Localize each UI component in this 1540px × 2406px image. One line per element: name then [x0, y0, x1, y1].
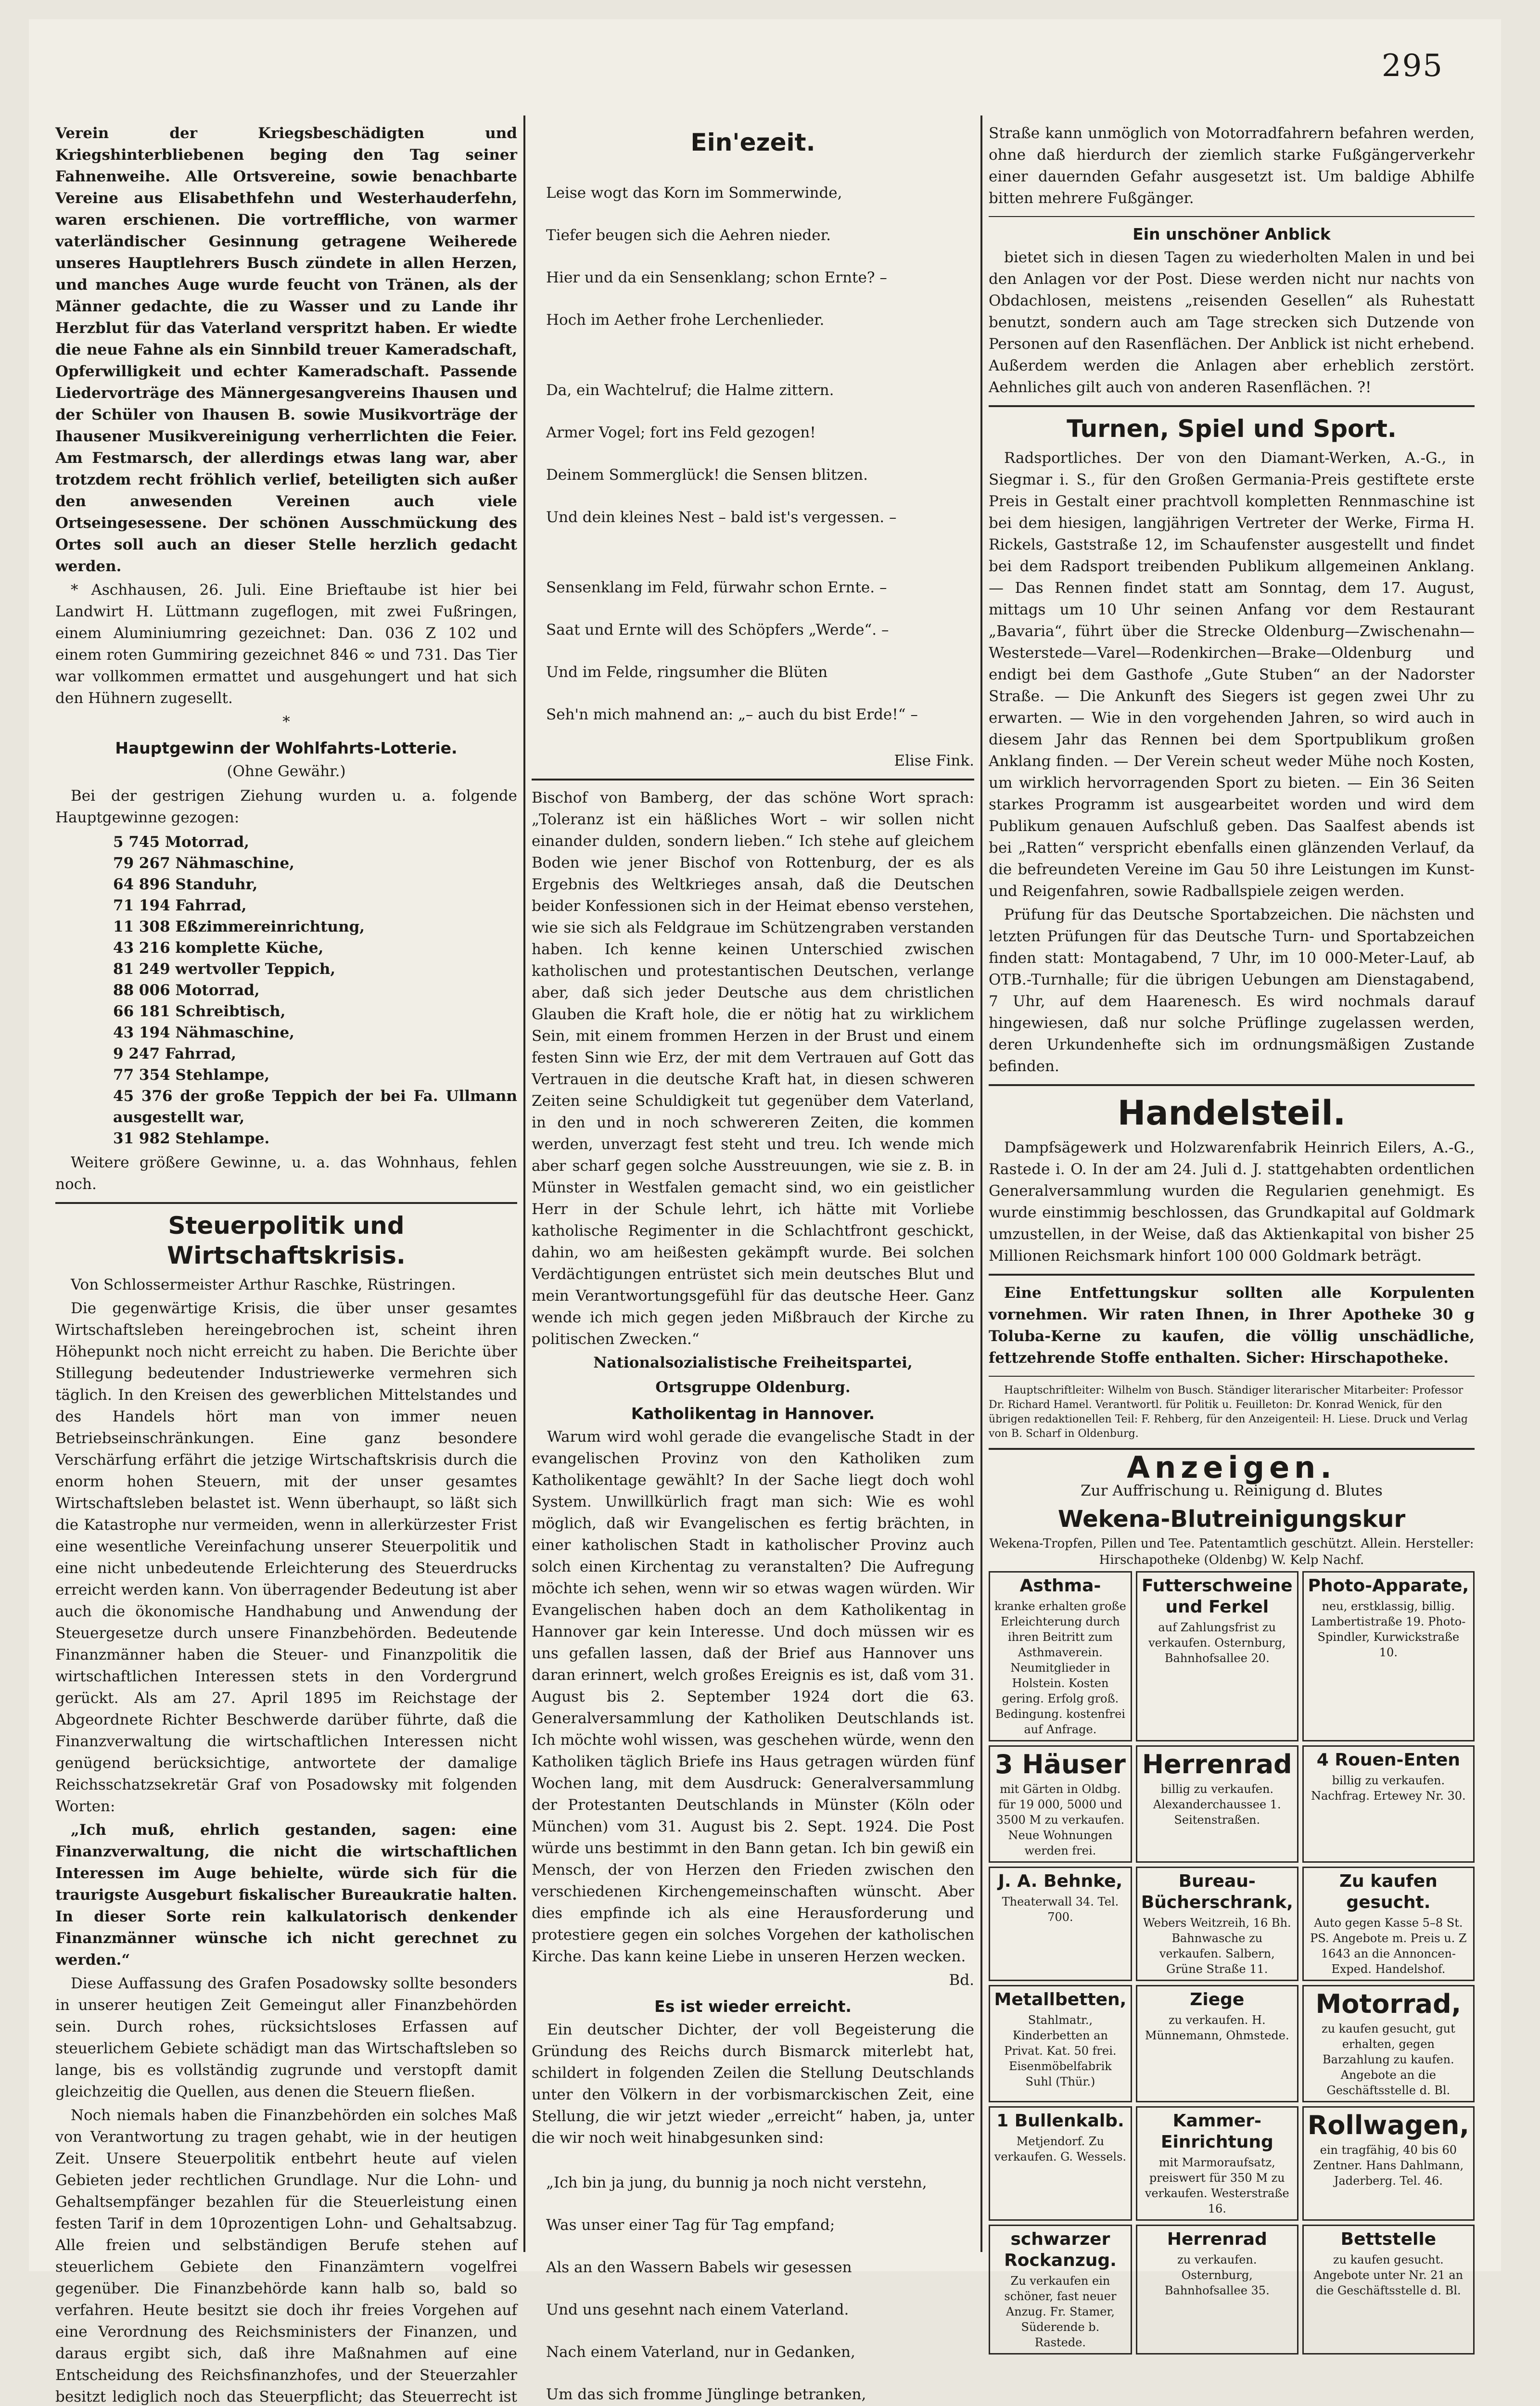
imprint: Hauptschriftleiter: Wilhelm von Busch. Ständiger literarischer Mitarbeiter: Professor Dr. Richard Hamel. Verantwortl. für Politik u. Feuilleton: Dr. Konrad Wenick, für den übrigen redaktionellen Teil: F. Rehberg, für den Anzeigenteil: H. Liese. Druck und Verlag von B. Scharf in Oldenburg.	[989, 1384, 1468, 1440]
article-paragraph: Warum wird wohl gerade die evangelische Stadt in der evangelischen Provinz von den Katholiken zum Katholikentage gewählt? In der Sache liegt doch wohl System. Unwillkürlich fragt man sich: Wie es wohl möglich, daß wir Evangelischen es fertig brächten, in einer katholischen Stadt in katholischer Provinz auch solch einen Kirchentag zu veranstalten? Die Aufregung möchte ich sehen, wenn wir so etwas wagen würden. Wir Evangelischen haben doch an dem Katholikentag in Hannover gar kein Interesse. Und doch müssen wir es uns gefallen lassen, daß der Brief aus Hannover uns daran erinnert, welch großes Ereignis es ist, daß vom 31. August bis 2. September 1924 dort die 63. Generalversammlung der Katholiken Deutschlands ist. Ich möchte wohl wissen, was geschehen würde, wenn den Katholiken täglich Briefe ins Haus getragen würden fünf Wochen lang, mit dem Ausdruck: Generalversammlung der Protestanten Deutschlands in Münster (Köln oder München) vom 31. August bis 2. Sept. 1924. Die Post würde uns bestimmt in den Bann getan. Ich bin gewiß ein Mensch, der von Herzen den Frieden zwischen den verschiedenen Kirchengemeinschaften wünscht. Aber dies empfinde ich als eine Herausforderung und protestiere gegen ein solches Vorgehen der katholischen Kirche. Das kann keine Liebe in unseren Herzen wecken.	[532, 1428, 974, 1965]
article-paragraph: Bischof von Bamberg, der das schöne Wort sprach: „Toleranz ist ein häßliches Wort – wir sollen nicht einander dulden, sondern lieben.“ Ich stehe auf gleichem Boden wie jener Bischof von Rottenburg, der es als Ergebnis des Weltkrieges ansah, daß die Deutschen beider Konfessionen sich in der Heimat ebenso verstehen, wie sie sich als Feldgraue im Schützengraben verstanden haben. Ich kenne keinen Unterschied zwischen katholischen und protestantischen Deutschen, verlange aber, daß sich jeder Deutsche aus dem christlichen Glauben die Kraft hole, die er nötig hat zu wirklichem Sein, mit einem frommen Herzen in der Brust und einem festen Sinn wie Erz, der mit dem Vertrauen auf Gott das Vertrauen in die deutsche Kraft hat, in diesen schweren Zeiten seine Schuldigkeit tut gegenüber dem Vaterland, in den und in noch schwereren Zeiten, die kommen werden, unverzagt fest steht und treu. Ich wende mich aber scharf gegen solche Ausstreuungen, wie sie z. B. in Münster in Westfalen gemacht sind, wo ein geistlicher Herr in der Schule lehrt, ich hätte mit Vorliebe katholische Regimenter in die Schlachtfront geschickt, dahin, wo am heißesten gekämpft wurde. Bei solchen Verdächtigungen entrüstet sich mein deutsches Blut und mein Verantwortungsgefühl für das deutsche Heer. Ganz wende ich mich gegen jeden Mißbrauch der Kirche zu politischen Zwecken.“	[532, 789, 974, 1348]
prize-item: 81 249 wertvoller Teppich,	[113, 960, 336, 978]
divider	[989, 405, 1475, 407]
divider	[989, 1274, 1475, 1276]
prize-item: 31 982 Stehlampe.	[113, 1130, 270, 1147]
column-middle	[532, 123, 974, 2403]
newspaper-page	[29, 19, 1501, 2406]
classified-ad: 4 Rouen-Enten billig zu verkaufen. Nachfrag. Ertewey Nr. 30.	[1302, 1745, 1475, 1863]
article-paragraph: Straße kann unmöglich von Motorradfahrern befahren werden, ohne daß hierdurch der ziemlich starke Fußgängerverkehr einer dauernden Gefahr ausgesetzt ist. Um baldige Abhilfe bitten mehrere Fußgänger.	[989, 125, 1475, 207]
classified-ad: 3 Häuser mit Gärten in Oldbg. für 19 000, 5000 und 3500 M zu verkaufen. Neue Wohnungen werden frei.	[989, 1745, 1132, 1863]
prize-item: 88 006 Motorrad,	[113, 982, 260, 999]
section-title-sport: Turnen, Spiel und Sport.	[1067, 415, 1397, 443]
prize-item: 64 896 Standuhr,	[113, 876, 258, 893]
column-rule	[980, 115, 982, 2252]
classified-ad: Bettstelle zu kaufen gesucht. Angebote unter Nr. 21 an die Geschäftsstelle d. Bl.	[1302, 2225, 1475, 2355]
prize-item: 77 354 Stehlampe,	[113, 1066, 270, 1084]
news-item: * Aschhausen, 26. Juli. Eine Brieftaube ist hier bei Landwirt H. Lüttmann zugeflogen, mit zwei Fußringen, einem Aluminiumring gezeichnet: Dan. 036 Z 102 und einem roten Gummiring gezeichnet 846 ∞ und 731. Das Tier war vollkommen ermattet und ausgehungert und hat sich den Hühnern zugesellt.	[55, 581, 517, 707]
news-item: Verein der Kriegsbeschädigten und Kriegshinterbliebenen beging den Tag seiner Fahnenweihe. Alle Ortsvereine, sowie benachbarte Vereine aus Elisabethfehn und Westerhauderfehn, waren erschienen. Die vortreffliche, von warmer vaterländischer Gesinnung getragene Weiherede unseres Hauptlehrers Busch zündete in allen Herzen, und manches Auge wurde feucht von Tränen, als der Männer gedachte, die zu Wasser und zu Lande ihr Herzblut für das Vaterland verspritzt haben. Er wiedte die neue Fahne als ein Sinnbild treuer Kameradschaft, Opferwilligkeit und echter Kameradschaft. Passende Liedervorträge des Männergesangvereins Ihausen und der Schüler von Ihausen B. sowie Musikvorträge der Ihausener Musikvereinigung verherrlichten die Feier. Am Festmarsch, der allerdings etwas lang war, aber trotzdem recht fröhlich verlief, beteiligten sich außer den anwesenden Vereinen auch viele Ortseingesessene. Der schönen Ausschmückung des Ortes soll auch an dieser Stelle herzlich gedacht werden.	[55, 125, 517, 575]
article-paragraph: Diese Auffassung des Grafen Posadowsky sollte besonders in unserer heutigen Zeit Gemeingut aller Finanzbehörden sein. Durch rohes, rücksichtsloses Erfassen auf steuerlichem Gebiete schädigt man das Wirtschaftsleben so lange, bis es vollständig zugrunde und verstopft damit gleichzeitig die Quellen, aus denen die Steuern fließen.	[55, 1975, 517, 2100]
prize-item: 45 376 der große Teppich der bei Fa. Ullmann ausgestellt war,	[113, 1088, 517, 1126]
page-number: 295	[1381, 48, 1443, 84]
article-author: Von Schlossermeister Arthur Raschke, Rüstringen.	[71, 1276, 456, 1293]
divider	[989, 1376, 1475, 1377]
article-paragraph: Radsportliches. Der von den Diamant-Werken, A.-G., in Siegmar i. S., für den Großen Germania-Preis gestiftete erste Preis in Gestalt einer prachtvoll kompletten Rennmaschine ist bei dem hiesigen, langjährigen Vertreter der Werke, Firma H. Rickels, Gaststraße 12, im Schaufenster ausgestellt und findet bei dem Radsport treibenden Publikum allgemeinen Anklang. — Das Rennen findet statt am Sonntag, dem 17. August, mittags um 10 Uhr seinen Anfang vor dem Restaurant „Bavaria“, führt über die Strecke Oldenburg—Zwischenahn—Westerstede—Varel—Rodenkirchen—Brake—Oldenburg und endigt bei dem Gasthofe „Gute Stuben“ an der Nadorster Straße. — Die Ankunft des Siegers ist gegen zwei Uhr zu erwarten. — Wie in den vorgehenden Jahren, so wird auch in diesem Jahr das Rennen bei dem Sportpublikum großen Anklang finden. — Der Verein scheut weder Mühe noch Kosten, um wirklich hervorragenden Sport zu bieten. — Ein 36 Seiten starkes Programm ist ausgearbeitet worden und wird dem Publikum genauen Aufschluß geben. Das Saalfest abends ist bei „Ratten“ verspricht ebenfalls einen glänzenden Verlauf, da die befreundeten Vereine im Gau 50 ihre Leistungen im Kunst- und Reigenfahren, sowie Radballspiele zeigen werden.	[989, 449, 1475, 900]
article-paragraph: Noch niemals haben die Finanzbehörden ein solches Maß von Verantwortung zu tragen gehabt, wie in der heutigen Zeit. Unsere Steuerpolitik entbehrt heute auf vielen Gebieten jeder rechtlichen Grundlage. Nur die Lohn- und Gehaltsempfänger bezahlen für die Steuerleistung einen festen Tarif in dem 10prozentigen Lohn- und Gehaltsabzug. Alle freien und selbständigen Berufe stehen auf steuerlichem Gebiete den Finanzämtern vogelfrei gegenüber. Die Finanzbehörde kann halb so, bald so verfahren. Heute besitzt sie doch ihr freies Vorgehen auf eine Verordnung des Reichsministers der Finanzen, und daraus ergibt sich, daß ihre Maßnahmen auf eine Entscheidung des Reichsfinanzhofes, und der Steuerzahler besitzt lediglich noch das Steuerpflicht; das Steuerrecht ist	[55, 2107, 517, 2406]
advert-text: Eine Entfettungskur sollten alle Korpulenten vornehmen. Wir raten Ihnen, in Ihrer Apotheke 30 g Toluba-Kerne zu kaufen, die völlig unschädliche, fettzehrende Stoffe enthalten. Sicher: Hirschapotheke.	[989, 1284, 1475, 1367]
poem-author: Elise Fink.	[894, 752, 974, 769]
article-paragraph: Die gegenwärtige Krisis, die über unser gesamtes Wirtschaftsleben hereingebrochen ist, scheint ihren Höhepunkt noch nicht erreicht zu haben. Die Berichte über Stillegung bedeutender Industriewerke vermehren sich täglich. In den Kreisen des gewerblichen Mittelstandes und des Handels hört man von immer neuen Betriebseinschränkungen. Eine ganz besondere Verschärfung erfährt die jetzige Wirtschaftskrisis durch die enorm hohen Steuern, mit der unser gesamtes Wirtschaftsleben belastet ist. Wenn überhaupt, so läßt sich die Katastrophe nur vermeiden, wenn in allerkürzester Frist eine wesentliche Vereinfachung unserer Steuerpolitik und eine nicht unbedeutende Erleichterung des Steuerdrucks erreicht werden kann. Von überragender Bedeutung ist aber auch die ökonomische Handhabung und Anwendung der Steuergesetze durch unsere Finanzbehörden. Bedeutende Finanzmänner haben die Steuer- und Finanzpolitik die wirtschaftlichen Interessen stets in den Vordergrund gerückt. Als am 27. April 1895 im Reichstage der Abgeordnete Richter Beschwerde darüber führte, daß die Finanzverwaltung die wirtschaftlichen Interessen nicht genügend berücksichtige, antwortete der damalige Reichsschatzsekretär Graf von Posadowsky mit folgenden Worten:	[55, 1300, 517, 1815]
divider	[989, 216, 1475, 217]
prize-item: 71 194 Fahrrad,	[113, 897, 247, 914]
article-title: Katholikentag in Hannover.	[631, 1404, 875, 1423]
article-paragraph: Ein deutscher Dichter, der voll Begeisterung die Gründung des Reichs durch Bismarck miterlebt hat, schildert in folgenden Zeilen die Stellung Deutschlands unter den Völkern in der vorbismarckischen Zeit, eine Stellung, die wir jetzt wieder „erreicht“ haben, ja, unter die wir noch weit hinabgesunken sind:	[532, 2021, 974, 2147]
poem-title: Ein'ezeit.	[690, 128, 815, 156]
classified-ad: Zu kaufen gesucht. Auto gegen Kasse 5–8 St. PS. Angebote m. Preis u. Z 1643 an die Annoncen-Exped. Handelshof.	[1302, 1867, 1475, 1981]
classified-ad: Photo-Apparate, neu, erstklassig, billig. Lambertistraße 19. Photo-Spindler, Kurwickstraße 10.	[1302, 1571, 1475, 1741]
article-signature: Bd.	[949, 1971, 974, 1989]
classified-ad: Herrenrad billig zu verkaufen. Alexanderchaussee 1. Seitenstraßen.	[1136, 1745, 1298, 1863]
poem: Leise wogt das Korn im Sommerwinde, Tiefer beugen sich die Aehren nieder. Hier und da ein Sensenklang; schon Ernte? – Hoch im Aether frohe Lerchenlieder. Da, ein Wachtelruf; die Halme zittern. Armer Vogel; fort ins Feld gezogen! Deinem Sommerglück! die Sensen blitzen. Und dein kleines Nest – bald ist's vergessen. – Sensenklang im Feld, fürwahr schon Ernte. – Saat und Ernte will des Schöpfers „Werde“. – Und im Felde, ringsumher die Blüten Seh'n mich mahnend an: „– auch du bist Erde!“ –	[546, 184, 918, 723]
prize-item: 79 267 Nähmaschine,	[113, 855, 294, 872]
classified-ads	[989, 1571, 1475, 2355]
prize-item: 43 216 komplette Küche,	[113, 939, 324, 957]
prize-item: 5 745 Motorrad,	[113, 833, 250, 851]
classified-ad: J. A. Behnke, Theaterwall 34. Tel. 700.	[989, 1867, 1132, 1981]
article-title-steuer: Steuerpolitik und Wirtschaftskrisis.	[167, 1212, 406, 1269]
divider	[55, 1202, 517, 1204]
article-paragraph: Prüfung für das Deutsche Sportabzeichen. Die nächsten und letzten Prüfungen für das Deutsche Turn- und Sportabzeichen finden statt: Montagabend, 7 Uhr, im 10 000-Meter-Lauf, ab OTB.-Turnhalle; für die übrigen Uebungen am Dienstagabend, 7 Uhr, auf dem Haarenesch. Es wird nochmals darauf hingewiesen, daß nur solche Prüflinge zugelassen werden, deren Urkundenhefte sich im ordnungsmäßigen Zustande befinden.	[989, 906, 1475, 1075]
classified-ad: Rollwagen, ein tragfähig, 40 bis 60 Zentner. Hans Dahlmann, Jaderberg. Tel. 46.	[1302, 2106, 1475, 2221]
ad-banner: Wekena-Blutreinigungskur	[1057, 1506, 1406, 1533]
classified-ad: Herrenrad zu verkaufen. Osternburg, Bahnhofsallee 35.	[1136, 2225, 1298, 2355]
lottery-more: Weitere größere Gewinne, u. a. das Wohnhaus, fehlen noch.	[55, 1154, 517, 1193]
column-rule	[523, 115, 525, 2252]
classified-ad: 1 Bullenkalb. Metjendorf. Zu verkaufen. G. Wessels.	[989, 2106, 1132, 2221]
column-left: Verein der Kriegsbeschädigten und Kriegshinterbliebenen beging den Tag seiner Fahnenweihe. Alle Ortsvereine, sowie benachbarte Vereine aus Elisabethfehn und Westerhauderfehn, waren erschienen. Die vortreffliche, von warmer vaterländischer Gesinnung getragene Weiherede unseres Hauptlehrers Busch zündete in allen Herzen, und manches Auge wurde feucht von Tränen, als der Männer gedachte, die zu Wasser und zu Lande ihr Herzblut für das Vaterland verspritzt haben. Er wiedte die neue Fahne als ein Sinnbild treuer Kameradschaft, Opferwilligkeit und echter Kameradschaft. Passende Liedervorträge des Männergesangvereins Ihausen und der Schüler von Ihausen B. sowie Musikvorträge der Ihausener Musikvereinigung verherrlichten die Feier. Am Festmarsch, der allerdings etwas lang war, aber trotzdem recht fröhlich verlief, beteiligten sich außer den anwesenden Vereinen auch viele Ortseingesessene. Der schönen Ausschmückung des Ortes soll auch an dieser Stelle herzlich gedacht werden. * Aschhausen, 26. Juli. Eine Brieftaube ist hier bei Landwirt H. Lüttmann zugeflogen, mit zwei Fußringen, einem Aluminiumring gezeichnet: Dan. 036 Z 102 und einem roten Gummiring gezeichnet 846 ∞ und 731. Das Tier war vollkommen ermattet und ausgehungert und hat sich den Hühnern zugesellt. * Hauptgewinn der Wohlfahrts-Lotterie. (Ohne Gewähr.) Bei der gestrigen Ziehung wurden u. a. folgende Hauptgewinne gezogen: 5 745 Motorrad, 79 267 Nähmaschine, 64 896 Standuhr, 71 194 Fahrrad, 11 308 Eßzimmereinrichtung, 43 216 komplette Küche, 81 249 wertvoller Teppich, 88 006 Motorrad, 66 181 Schreibtisch, 43 194 Nähmaschine, 9 247 Fahrrad, 77 354 Stehlampe, 45 376 der große Teppich der bei Fa. Ullmann ausgestellt war, 31 982 Stehlampe. Weitere größere Gewinne, u. a. das Wohnhaus, fehlen noch. Steuerpolitik und Wirtschaftskrisis. Von Schlossermeister Arthur Raschke, Rüstringen. Die gegenwärtige Krisis, die über unser gesamtes Wirtschaftsleben hereingebrochen ist, scheint ihren Höhepunkt noch nicht erreicht zu haben. Die Berichte über Stillegung bedeutender Industriewerke vermehren sich täglich. In den Kreisen des gewerblichen Mittelstandes und des Handels hört man von immer neuen Betriebseinschränkungen. Eine ganz besondere Verschärfung erfährt die jetzige Wirtschaftskrisis durch die enorm hohen Steuern, mit der unser gesamtes Wirtschaftsleben belastet ist. Wenn überhaupt, so läßt sich die Katastrophe nur vermeiden, wenn in allerkürzester Frist eine wesentliche Vereinfachung unserer Steuerpolitik und eine nicht unbedeutende Erleichterung des Steuerdrucks erreicht werden kann. Von überragender Bedeutung ist aber auch die ökonomische Handhabung und Anwendung der Steuergesetze durch unsere Finanzbehörden. Bedeutende Finanzmänner haben die Steuer- und Finanzpolitik die wirtschaftlichen Interessen stets in den Vordergrund gerückt. Als am 27. April 1895 im Reichstage der Abgeordnete Richter Beschwerde darüber führte, daß die Finanzverwaltung die wirtschaftlichen Interessen nicht genügend berücksichtige, antwortete der damalige Reichsschatzsekretär Graf von Posadowsky mit folgenden Worten: „Ich muß, ehrlich gestanden, sagen: eine Finanzverwaltung, die nicht die wirtschaftlichen Interessen im Auge behielte, würde sich für die traurigste Ausgeburt fiskalischer Bureaukratie halten. In dieser Sorte rein kalkulatorisch denkender Finanzmänner wünsche ich nicht gerechnet zu werden.“ Diese Auffassung des Grafen Posadowsky sollte besonders in unserer heutigen Zeit Gemeingut aller Finanzbehörden sein. Durch rohes, rücksichtsloses Erfassen auf steuerlichem Gebiete schädigt man das Wirtschaftsleben so lange, bis es vollständig zugrunde und verstopft damit gleichzeitig die Quellen, aus denen die Steuern fließen. Noch niemals haben die Finanzbehörden ein solches Maß von Verantwortung zu tragen gehabt, wie in der heutigen Zeit. Unsere Steuerpolitik entbehrt heute auf vielen Gebieten jeder rechtlichen Grundlage. Nur die Lohn- und Gehaltsempfänger bezahlen für die Steuerleistung einen festen Tarif in dem 10prozentigen Lohn- und Gehaltsabzug. Alle freien und selbständigen Berufe stehen auf steuerlichem Gebiete den Finanzämtern vogelfrei gegenüber. Die Finanzbehörde kann halb so, bald so verfahren. Heute besitzt sie doch ihr freies Vorgehen auf eine Verordnung des Reichsministers der Finanzen, und daraus ergibt sich, daß ihre Maßnahmen auf eine Entscheidung des Reichsfinanzhofes, und der Steuerzahler besitzt lediglich noch das Steuerpflicht; das Steuerrecht ist	[55, 123, 517, 2252]
quoted-poem: „Ich bin ja jung, du bunnig ja noch nicht verstehn, Was unser einer Tag für Tag empfand; Als an den Wassern Babels wir gesessen Und uns gesehnt nach einem Vaterland. Nach einem Vaterland, nur in Gedanken, Um das sich fromme Jünglinge betranken,	[546, 2174, 927, 2403]
divider	[989, 1084, 1475, 1086]
classified-ad: Ziege zu verkaufen. H. Münnemann, Ohmstede.	[1136, 1985, 1298, 2102]
prize-item: 66 181 Schreibtisch,	[113, 1003, 286, 1020]
prize-item: 43 194 Nähmaschine,	[113, 1024, 294, 1041]
classified-ad: Metallbetten, Stahlmatr., Kinderbetten an Privat. Kat. 50 frei. Eisenmöbelfabrik Suhl (Thür.)	[989, 1985, 1132, 2102]
lottery-lead: Bei der gestrigen Ziehung wurden u. a. folgende Hauptgewinne gezogen:	[55, 787, 517, 826]
article-signature: Nationalsozialistische Freiheitspartei,	[593, 1354, 913, 1371]
article-title: Es ist wieder erreicht.	[654, 1997, 852, 2016]
prize-item: 9 247 Fahrrad,	[113, 1045, 237, 1062]
article-paragraph: Dampfsägewerk und Holzwarenfabrik Heinrich Eilers, A.-G., Rastede i. O. In der am 24. Juli d. J. stattgehabten ordentlichen Generalversammlung wurden die Regularien genehmigt. Es wurde einstimmig beschlossen, das Grundkapital auf Goldmark umzustellen, in der Weise, daß das Aktienkapital von bisher 25 Millionen Reichsmark hinfort 100 000 Goldmark beträgt.	[989, 1139, 1475, 1265]
prize-item: 11 308 Eßzimmereinrichtung,	[113, 918, 365, 935]
column-right	[989, 123, 1475, 2349]
classified-ad: Asthma- kranke erhalten große Erleichterung durch ihren Beitritt zum Asthmaverein. Neumitglieder in Holstein. Kosten gering. Erfolg groß. Bedingung. kostenfrei auf Anfrage.	[989, 1571, 1132, 1741]
classified-ad: Kammer-Einrichtung mit Marmoraufsatz, preiswert für 350 M zu verkaufen. Westerstraße 16.	[1136, 2106, 1298, 2221]
article-title: Ein unschöner Anblick	[1133, 225, 1331, 243]
classified-ad: schwarzer Rockanzug. Zu verkaufen ein schöner, fast neuer Anzug. Fr. Stamer, Süderende b. Rastede.	[989, 2225, 1132, 2355]
classified-ad: Motorrad, zu kaufen gesucht, gut erhalten, gegen Barzahlung zu kaufen. Angebote an die Geschäftsstelle d. Bl.	[1302, 1985, 1475, 2102]
article-paragraph: bietet sich in diesen Tagen zu wiederholten Malen in und bei den Anlagen vor der Post. Diese werden nicht nur nachts von Obdachlosen, meistens „reisenden Gesellen“ als Ruhestatt benutzt, sondern auch am Tage strecken sich Dutzende von Personen auf den Rasenflächen. Der Anblick ist nicht erhebend. Außerdem werden die Anlagen aber erheblich zerstört. Aehnliches gilt auch von anderen Rasenflächen. ?!	[989, 249, 1475, 396]
classified-ad: Bureau-Bücherschrank, Webers Weitzreih, 16 Bh. Bahnwasche zu verkaufen. Salbern, Grüne Straße 11.	[1136, 1867, 1298, 1981]
lottery-note: (Ohne Gewähr.)	[227, 763, 346, 780]
ad-lead: Zur Auffrischung u. Reinigung d. Blutes	[1081, 1482, 1383, 1499]
ads-heading: Anzeigen.	[1127, 1450, 1336, 1485]
article-quote: „Ich muß, ehrlich gestanden, sagen: eine Finanzverwaltung, die nicht die wirtschaftlichen Interessen im Auge behielte, würde sich für die traurigste Ausgeburt fiskalischer Bureaukratie halten. In dieser Sorte rein kalkulatorisch denkender Finanzmänner wünsche ich nicht gerechnet zu werden.“	[55, 1821, 517, 1969]
section-title-handel: Handelsteil.	[1117, 1093, 1346, 1133]
classified-ad: Futterschweine und Ferkel auf Zahlungsfrist zu verkaufen. Osternburg, Bahnhofsallee 20.	[1136, 1571, 1298, 1741]
ad-banner-text: Wekena-Tropfen, Pillen und Tee. Patentamtlich geschützt. Allein. Hersteller: Hirschapotheke (Oldenbg) W. Kelp Nachf.	[989, 1536, 1474, 1567]
prize-list	[55, 832, 517, 1149]
lottery-title: Hauptgewinn der Wohlfahrts-Lotterie.	[115, 739, 458, 757]
article-signature: Ortsgruppe Oldenburg.	[655, 1379, 851, 1396]
divider	[532, 779, 974, 781]
